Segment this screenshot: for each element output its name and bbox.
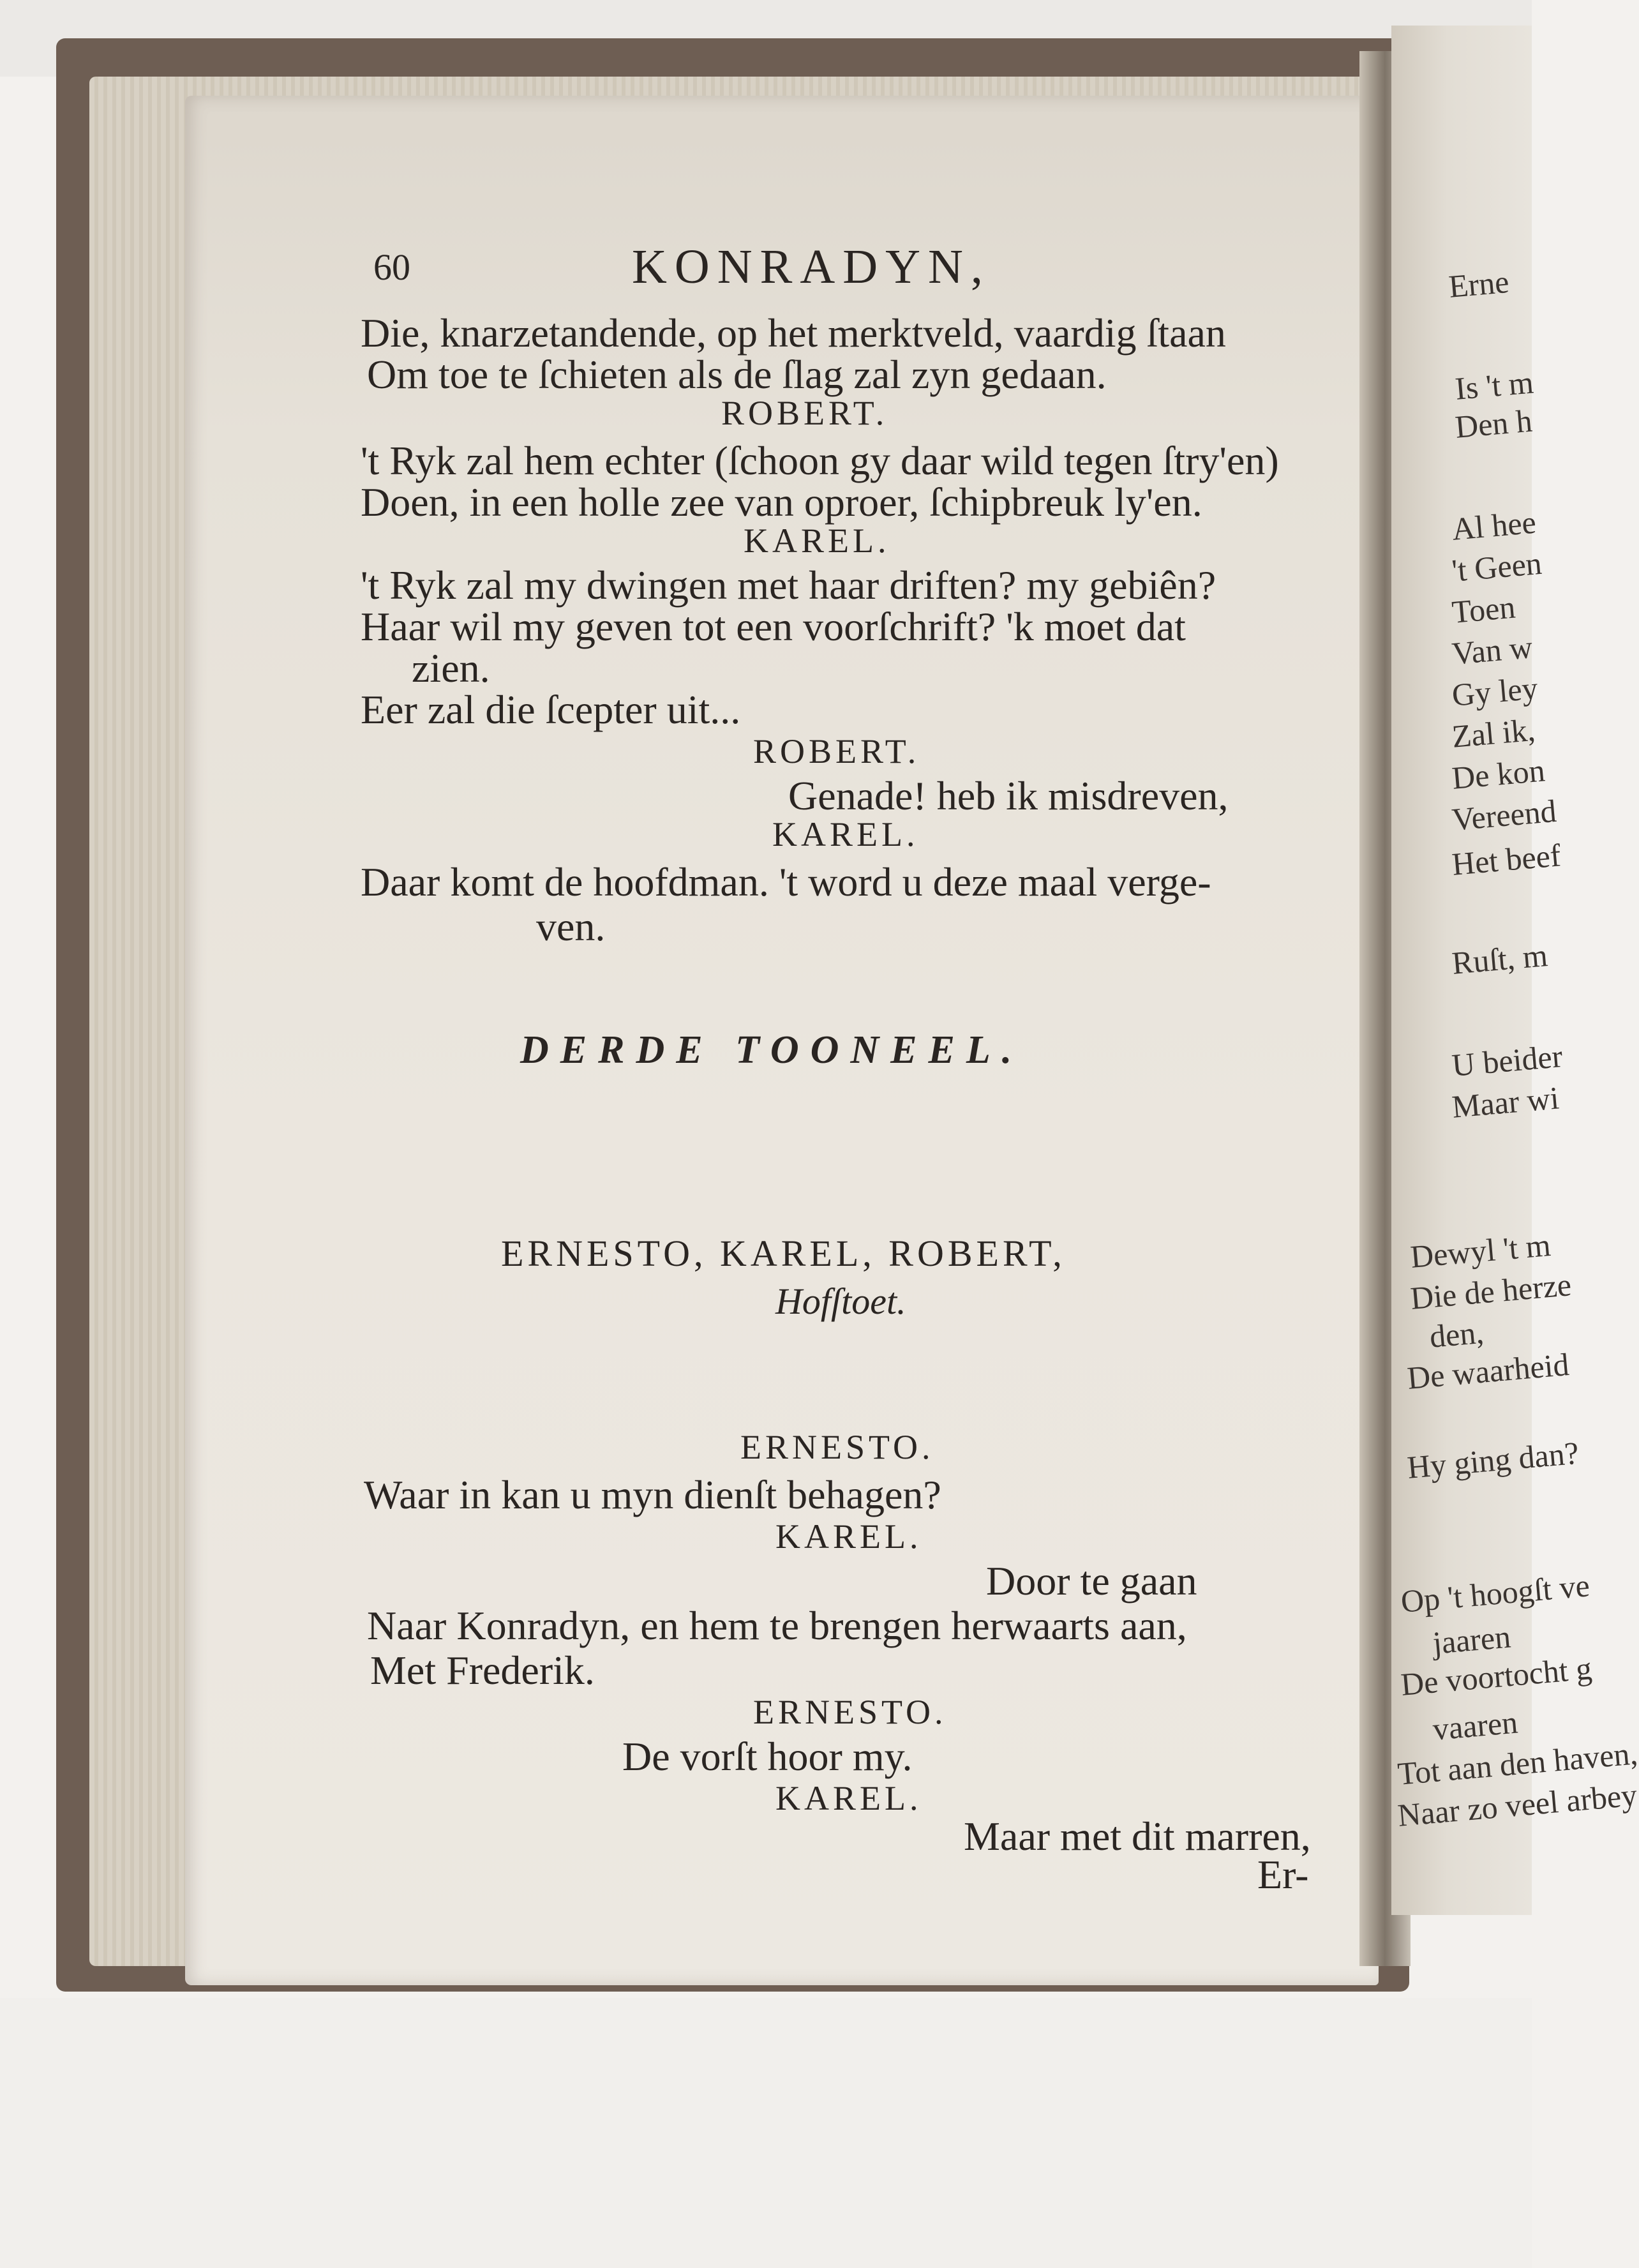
text-line: zien. [412,645,490,691]
text-line: Haar wil my geven tot een voorſchrift? 'k moet dat [361,604,1186,649]
right-page-fragment: Is 't m [1453,364,1535,407]
speaker-label: KAREL. [775,1779,922,1817]
speaker-label: ERNESTO. [740,1428,934,1466]
cast-subtitle: Hofſtoet. [775,1280,906,1322]
text-line: Die, knarzetandende, op het merktveld, vaardig ſtaan [361,310,1226,356]
right-page-fragment: Naar zo veel arbey [1396,1776,1639,1833]
right-page-fragment: Ruſt, m [1450,937,1549,981]
right-page-fragment: Het beef [1450,837,1562,882]
text-line: Door te gaan [986,1558,1197,1603]
right-page-fragment: Al hee [1450,504,1538,547]
speaker-label: ROBERT. [721,394,888,432]
text-line: Met Frederik. [370,1648,595,1693]
right-page-fragment: den, [1428,1314,1485,1355]
right-page-fragment: vaaren [1431,1704,1520,1747]
right-page-fragment: Van w [1450,629,1534,672]
speaker-label: KAREL. [775,1517,922,1556]
right-page-fragment: Vereend [1450,792,1558,837]
text-line: De vorſt hoor my. [622,1734,913,1779]
text-line: Naar Konradyn, en hem te brengen herwaarts aan, [367,1603,1187,1648]
right-page-fragment: Hy ging dan? [1405,1434,1580,1485]
right-page-fragment: Maar wi [1450,1079,1560,1125]
running-head: KONRADYN, [632,240,991,294]
text-line: Om toe te ſchieten als de ſlag zal zyn gedaan. [367,352,1107,397]
right-page-fragment: Erne [1447,263,1511,304]
speaker-label: ERNESTO. [753,1693,947,1731]
right-page-fragment: Dewyl 't m [1409,1226,1552,1275]
right-page-fragment: De waarheid [1405,1346,1571,1396]
text-line: ven. [536,904,606,949]
right-page-fragment: jaaren [1431,1618,1513,1661]
cast-list: ERNESTO, KAREL, ROBERT, [501,1233,1066,1274]
speaker-label: KAREL. [744,522,890,560]
speaker-label: KAREL. [772,815,919,853]
right-page-fragment: Den h [1453,402,1534,445]
text-line: Maar met dit marren, [964,1814,1311,1859]
right-page-fragment: Zal ik, [1450,711,1537,755]
right-page-fragment: Gy ley [1450,670,1539,713]
text-line: Daar komt de hoofdman. 't word u deze maal verge- [361,859,1211,905]
text-line: Eer zal die ſcepter uit... [361,687,741,732]
right-page-fragment: 't Geen [1450,544,1543,589]
right-page-fragment: Toen [1450,589,1517,630]
right-page-fragment: Op 't hoogſt ve [1399,1567,1591,1619]
text-line: Doen, in een holle zee van oproer, ſchipbreuk ly'en. [361,479,1202,525]
right-page-fragment: Die de herze [1409,1266,1573,1316]
text-line: Waar in kan u myn dienſt behagen? [364,1472,941,1517]
text-line: 't Ryk zal hem echter (ſchoon gy daar wild tegen ſtry'en) [361,438,1279,483]
page-number: 60 [373,246,410,288]
scene-title: DERDE TOONEEL. [520,1028,1024,1072]
text-line: 't Ryk zal my dwingen met haar driften? my gebiên? [361,562,1216,608]
right-page-fragment: Tot aan den haven, [1396,1735,1639,1792]
right-page-fragment: De kon [1450,752,1546,796]
text-line: Genade! heb ik misdreven, [788,773,1229,818]
right-page-fragment: U beider [1450,1037,1564,1083]
catchword: Er- [1257,1852,1309,1897]
right-page-fragment: De voortocht g [1399,1649,1594,1702]
speaker-label: ROBERT. [753,732,920,770]
